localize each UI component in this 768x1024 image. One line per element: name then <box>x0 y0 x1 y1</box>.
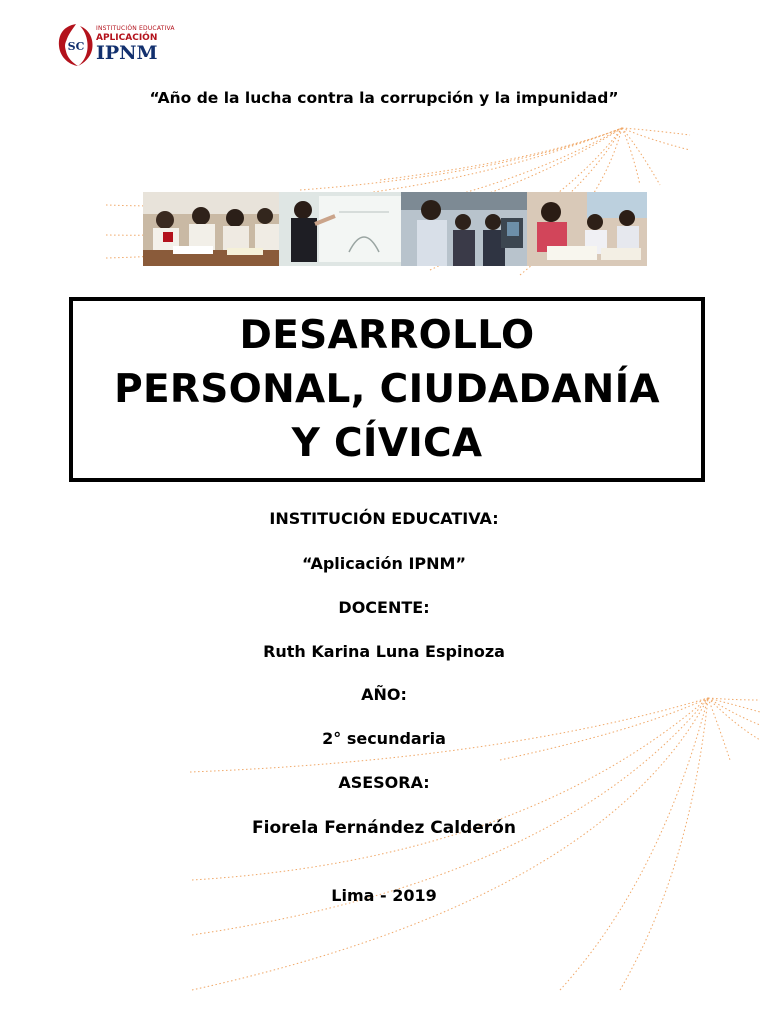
students-reading-photo <box>143 192 279 266</box>
teacher-with-students-photo <box>401 192 527 266</box>
place-date: Lima - 2019 <box>331 886 437 905</box>
course-title-line-1: DESARROLLO <box>239 312 535 358</box>
course-title-line-2: PERSONAL, CIUDADANÍA <box>114 366 660 412</box>
teacher-at-board-photo <box>279 192 401 266</box>
institution-value: “Aplicación IPNM” <box>302 554 466 573</box>
teacher-value: Ruth Karina Luna Espinoza <box>263 642 505 661</box>
shield-emblem-icon <box>56 20 96 68</box>
teacher-label: DOCENTE: <box>338 598 430 617</box>
logo-institution-text: INSTITUCIÓN EDUCATIVA <box>96 25 175 32</box>
logo-monogram: SC <box>67 40 85 53</box>
course-title-line-3: Y CÍVICA <box>291 420 483 466</box>
children-with-books-photo <box>527 192 647 266</box>
year-motto: “Año de la lucha contra la corrupción y la impunidad” <box>149 89 619 107</box>
school-logo <box>56 18 175 72</box>
course-title-box <box>69 297 705 482</box>
logo-aplicacion-text: APLICACIÓN <box>96 33 158 43</box>
advisor-value: Fiorela Fernández Calderón <box>252 818 516 838</box>
year-label: AÑO: <box>361 685 407 704</box>
advisor-label: ASESORA: <box>338 773 430 792</box>
institution-label: INSTITUCIÓN EDUCATIVA: <box>269 509 499 528</box>
year-value: 2° secundaria <box>322 729 446 748</box>
logo-ipnm-text: IPNM <box>96 42 158 64</box>
photo-strip <box>143 192 647 266</box>
